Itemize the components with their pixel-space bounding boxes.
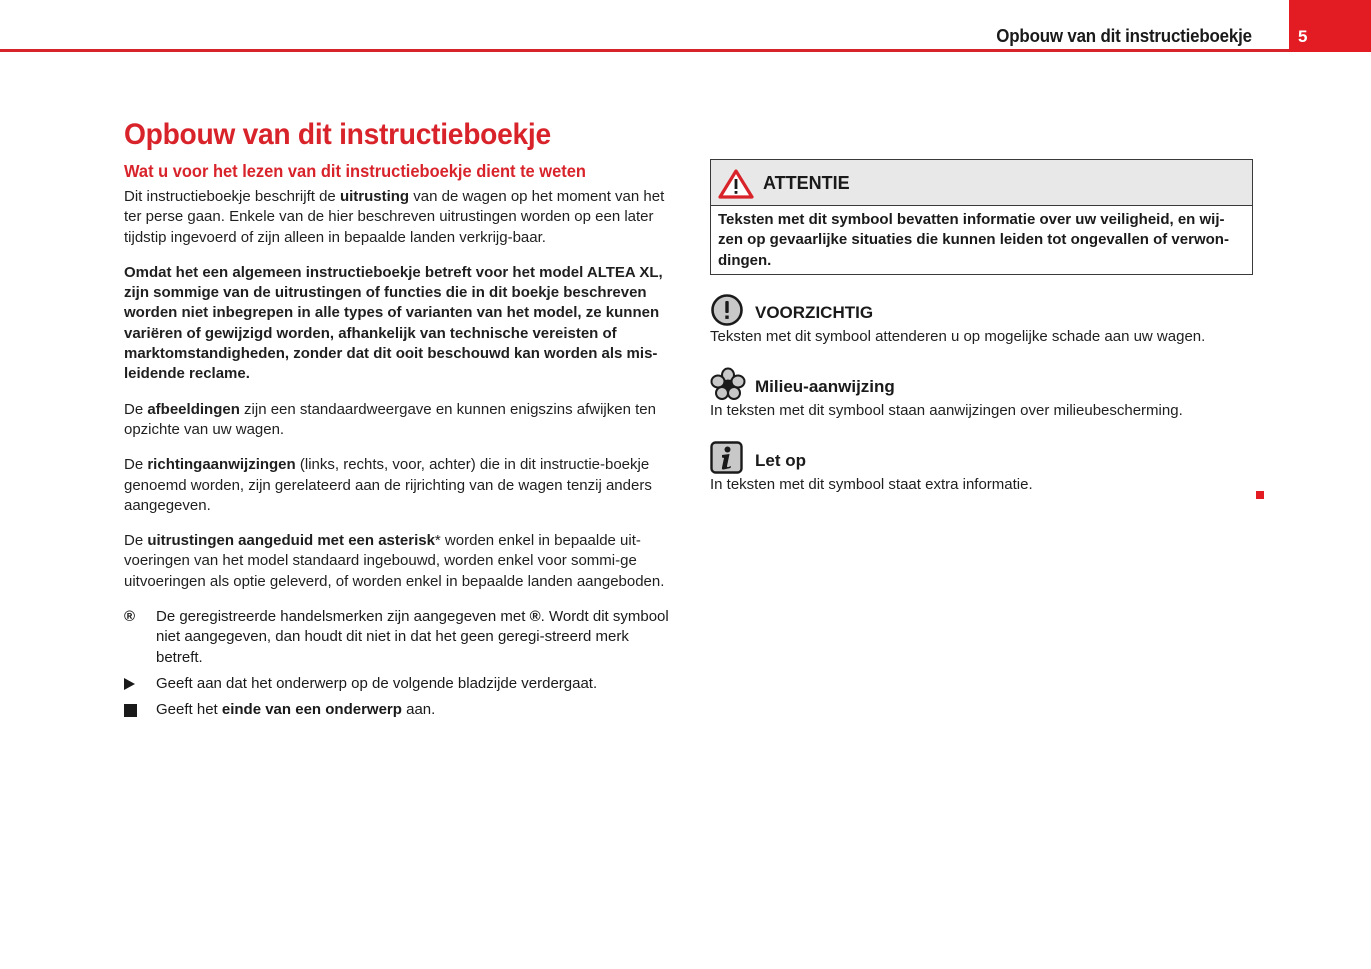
text: Geeft het — [156, 701, 222, 719]
note-text: In teksten met dit symbool staan aanwijzingen over milieubescherming. — [710, 402, 1183, 420]
bold-term: ® — [529, 608, 541, 626]
text: zijn een standaardweergave en kunnen enigszins afwijken ten opzichte van uw wagen. — [124, 400, 656, 438]
note-caution — [710, 293, 1255, 347]
note-text: In teksten met dit symbool staat extra informatie. — [710, 476, 1033, 494]
paragraph-equipment — [124, 187, 669, 248]
legend-item-registered — [124, 607, 669, 668]
page-number-tab — [1289, 0, 1371, 52]
paragraph-asterisk — [124, 531, 669, 592]
info-icon — [710, 441, 744, 475]
text: (links, rechts, voor, achter) die in dit instructie-boekje genoemd worden, zijn gerelateerd aan de rijrichting van de wagen tenzij anders aangegeven. — [124, 456, 652, 514]
note-info — [710, 441, 1255, 495]
paragraph-directions — [124, 455, 669, 516]
page-number: 5 — [1298, 27, 1308, 46]
text: De — [124, 532, 148, 550]
attention-header — [711, 160, 1252, 206]
paragraph-images — [124, 400, 669, 441]
attention-text: Teksten met dit symbool bevatten informatie over uw veiligheid, en wij-zen op gevaarlijke situaties die kunnen leiden tot ongevallen of verwon-dingen. — [718, 211, 1229, 269]
text: De geregistreerde handelsmerken zijn aangegeven met — [156, 608, 530, 626]
warning-triangle-icon — [717, 168, 755, 200]
bold-term: afbeeldingen — [147, 400, 240, 418]
text: De — [124, 456, 148, 474]
page-title: Opbouw van dit instructieboekje — [124, 118, 551, 152]
text: van de wagen op het moment van het ter perse gaan. Enkele van de hier beschreven uitrustingen worden op een later tijdstip ingevoerd of zijn alleen in bepaalde landen verkrijg-baar. — [124, 188, 665, 246]
text: De — [124, 400, 148, 418]
running-header-title: Opbouw van dit instructieboekje — [996, 26, 1252, 46]
note-text: Teksten met dit symbool attenderen u op mogelijke schade aan uw wagen. — [710, 327, 1206, 345]
left-column — [124, 160, 669, 727]
note-title: VOORZICHTIG — [755, 302, 874, 322]
end-square-icon — [1256, 491, 1264, 499]
caution-circle-icon — [710, 293, 744, 327]
header-rule — [0, 49, 1371, 52]
end-square-icon — [124, 700, 144, 723]
paragraph-disclaimer: Omdat het een algemeen instructieboekje betreft voor het model ALTEA XL, zijn sommige van de uitrustingen of functies die in dit boekje beschreven worden niet inbegrepen in alle types of varianten van het model, ze kunnen variëren of gewijzigd worden, afhankelijk van technische vereisten of marktomstandigheden, zonder dat dit ooit beschouwd kan worden als mis-leidende reclame. — [124, 263, 663, 383]
text: * worden enkel in bepaalde uit-voeringen van het model standaard ingebouwd, worden enkel voor sommi-ge uitvoeringen als optie geleverd, of worden enkel in bepaalde landen aangeboden. — [124, 532, 665, 590]
arrow-right-icon — [124, 674, 144, 696]
flower-environment-icon — [710, 367, 746, 401]
note-title: Let op — [755, 451, 806, 471]
bold-term: uitrusting — [339, 188, 410, 205]
registered-icon: ® — [124, 608, 136, 626]
note-environment — [710, 367, 1255, 421]
text: aan. — [401, 701, 436, 719]
attention-title: ATTENTIE — [763, 173, 850, 193]
text: Dit instructieboekje beschrijft de — [124, 188, 340, 205]
legend-item-end — [124, 700, 669, 720]
legend-item-continues — [124, 674, 669, 694]
section-heading: Wat u voor het lezen van dit instructieboekje dient te weten — [124, 161, 586, 181]
text: . Wordt dit symbool niet aangegeven, dan houdt dit niet in dat het geen geregi-streerd merk betreft. — [156, 608, 669, 666]
attention-box — [710, 159, 1253, 275]
right-column — [710, 159, 1255, 496]
bold-term: einde van een onderwerp — [221, 701, 402, 719]
note-title: Milieu-aanwijzing — [755, 377, 895, 397]
text: Geeft aan dat het onderwerp op de volgende bladzijde verdergaat. — [156, 674, 598, 692]
symbol-legend — [124, 607, 669, 720]
bold-term: richtingaanwijzingen — [147, 456, 296, 474]
bold-term: uitrustingen aangeduid met een asterisk — [147, 532, 435, 550]
